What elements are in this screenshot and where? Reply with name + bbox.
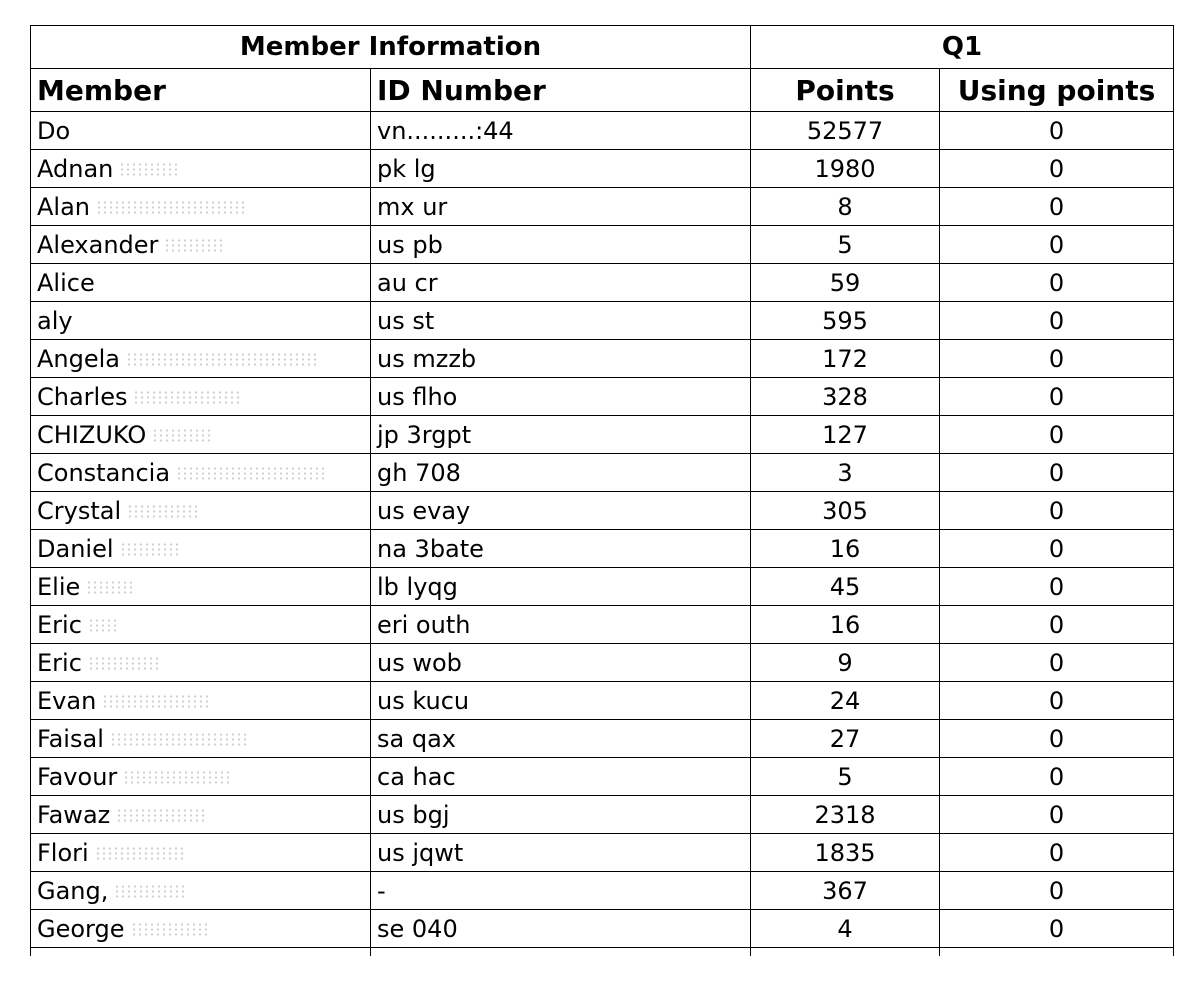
id-number-value: pk lg: [377, 154, 436, 183]
id-number-value: us pb: [377, 230, 443, 259]
table-row: [31, 340, 1174, 378]
table-row: [31, 264, 1174, 302]
member-name: Crystal: [37, 496, 122, 525]
id-number-value: se 040: [377, 914, 458, 943]
id-number-cell[interactable]: [371, 530, 751, 568]
using-points-cell[interactable]: 0: [940, 188, 1174, 226]
member-cell[interactable]: [31, 720, 371, 758]
table-row: [31, 454, 1174, 492]
redacted-name-mask: [152, 428, 212, 444]
points-cell[interactable]: 16: [751, 530, 940, 568]
points-cell[interactable]: 367: [751, 872, 940, 910]
table-row: [31, 644, 1174, 682]
member-name: Alice: [37, 268, 95, 297]
id-number-cell[interactable]: [371, 682, 751, 720]
id-number-value: us evay: [377, 496, 471, 525]
using-points-cell[interactable]: 0: [940, 834, 1174, 872]
spreadsheet: [30, 25, 1174, 956]
table-row: [31, 188, 1174, 226]
table-row-partial: [31, 948, 1174, 957]
points-cell[interactable]: 172: [751, 340, 940, 378]
points-cell[interactable]: 3: [751, 454, 940, 492]
id-number-cell[interactable]: [371, 910, 751, 948]
member-name: CHIZUKO: [37, 420, 147, 449]
id-number-cell[interactable]: [371, 834, 751, 872]
member-cell[interactable]: [31, 150, 371, 188]
member-cell[interactable]: [31, 302, 371, 340]
points-cell[interactable]: 1835: [751, 834, 940, 872]
using-points-cell[interactable]: 0: [940, 758, 1174, 796]
member-name: Gang,: [37, 876, 109, 905]
using-points-cell[interactable]: 0: [940, 720, 1174, 758]
member-cell[interactable]: [31, 872, 371, 910]
using-points-cell[interactable]: 0: [940, 264, 1174, 302]
using-points-cell[interactable]: 0: [940, 378, 1174, 416]
member-cell[interactable]: [31, 530, 371, 568]
using-points-cell[interactable]: 0: [940, 416, 1174, 454]
using-points-cell[interactable]: 0: [940, 644, 1174, 682]
table-row: [31, 910, 1174, 948]
id-number-value: lb lyqg: [377, 572, 458, 601]
member-cell[interactable]: [31, 188, 371, 226]
member-cell[interactable]: [31, 454, 371, 492]
points-cell[interactable]: 4: [751, 910, 940, 948]
member-name: Do: [37, 116, 71, 145]
member-cell[interactable]: [31, 568, 371, 606]
redacted-name-mask: [95, 846, 185, 862]
group-header-row: [31, 26, 1174, 69]
id-number-cell[interactable]: [371, 568, 751, 606]
member-name: Faisal: [37, 724, 104, 753]
id-number-cell[interactable]: [371, 302, 751, 340]
id-number-value: us kucu: [377, 686, 470, 715]
id-number-cell[interactable]: [371, 492, 751, 530]
redacted-name-mask: [120, 542, 180, 558]
member-cell[interactable]: [31, 492, 371, 530]
id-number-cell[interactable]: [371, 796, 751, 834]
id-number-cell[interactable]: [371, 340, 751, 378]
member-cell[interactable]: [31, 796, 371, 834]
table-row: [31, 378, 1174, 416]
table-row: [31, 416, 1174, 454]
member-name: Flori: [37, 838, 89, 867]
member-name: Charles: [37, 382, 128, 411]
table-row: [31, 492, 1174, 530]
using-points-cell[interactable]: 0: [940, 682, 1174, 720]
member-name: Elie: [37, 572, 81, 601]
q1-header[interactable]: [751, 26, 1174, 69]
member-cell[interactable]: [31, 910, 371, 948]
table-row: [31, 758, 1174, 796]
member-cell[interactable]: [31, 606, 371, 644]
member-cell[interactable]: [31, 340, 371, 378]
member-name: Fawaz: [37, 800, 111, 829]
member-name: Eric: [37, 610, 82, 639]
member-name: Daniel: [37, 534, 114, 563]
redacted-name-mask: [96, 200, 246, 216]
points-cell[interactable]: 16: [751, 606, 940, 644]
member-cell[interactable]: [31, 644, 371, 682]
table-row: [31, 796, 1174, 834]
points-cell[interactable]: 24: [751, 682, 940, 720]
id-number-value: us wob: [377, 648, 462, 677]
id-number-value: jp 3rgpt: [377, 420, 472, 449]
points-cell[interactable]: 8: [751, 188, 940, 226]
id-number-value: us st: [377, 306, 435, 335]
id-number-cell[interactable]: [371, 416, 751, 454]
points-cell[interactable]: 45: [751, 568, 940, 606]
member-cell[interactable]: [31, 264, 371, 302]
table-row: [31, 150, 1174, 188]
table-row: [31, 720, 1174, 758]
id-number-column-header[interactable]: ID Number: [371, 69, 751, 112]
id-number-cell[interactable]: [371, 150, 751, 188]
using-points-cell[interactable]: 0: [940, 568, 1174, 606]
using-points-column-header[interactable]: Using points: [940, 69, 1174, 112]
table-row: [31, 302, 1174, 340]
member-cell[interactable]: [31, 682, 371, 720]
points-cell[interactable]: 2318: [751, 796, 940, 834]
table-body: [31, 112, 1174, 957]
id-number-value: -: [377, 876, 386, 905]
table-row: [31, 834, 1174, 872]
points-cell[interactable]: 1980: [751, 150, 940, 188]
member-name: Favour: [37, 762, 118, 791]
member-name: Adnan: [37, 154, 114, 183]
id-number-value: sa qax: [377, 724, 456, 753]
id-number-value: us bgj: [377, 800, 450, 829]
redacted-name-mask: [116, 808, 206, 824]
id-number-value: us mzzb: [377, 344, 477, 373]
id-number-cell[interactable]: [371, 720, 751, 758]
member-cell[interactable]: [31, 834, 371, 872]
points-cell[interactable]: 328: [751, 378, 940, 416]
id-number-value: eri outh: [377, 610, 471, 639]
points-cell[interactable]: 5: [751, 226, 940, 264]
points-cell[interactable]: 27: [751, 720, 940, 758]
redacted-name-mask: [88, 656, 158, 672]
redacted-name-mask: [126, 352, 316, 368]
using-points-cell[interactable]: 0: [940, 796, 1174, 834]
redacted-name-mask: [119, 162, 179, 178]
table-row: [31, 872, 1174, 910]
points-cell[interactable]: 9: [751, 644, 940, 682]
member-name: Alexander: [37, 230, 159, 259]
member-name: George: [37, 914, 125, 943]
using-points-cell[interactable]: 0: [940, 112, 1174, 150]
id-number-cell[interactable]: [371, 454, 751, 492]
id-number-cell[interactable]: [371, 378, 751, 416]
points-cell[interactable]: 5: [751, 758, 940, 796]
using-points-cell[interactable]: 0: [940, 872, 1174, 910]
id-number-value: ca hac: [377, 762, 456, 791]
empty-cell[interactable]: [940, 948, 1174, 957]
member-cell[interactable]: [31, 416, 371, 454]
redacted-name-mask: [123, 770, 233, 786]
redacted-name-mask: [88, 618, 118, 634]
member-name: aly: [37, 306, 73, 335]
member-cell[interactable]: [31, 112, 371, 150]
points-cell[interactable]: 595: [751, 302, 940, 340]
points-cell[interactable]: 52577: [751, 112, 940, 150]
using-points-cell[interactable]: 0: [940, 606, 1174, 644]
id-number-cell[interactable]: [371, 606, 751, 644]
column-header-row: [31, 69, 1174, 112]
id-number-cell[interactable]: [371, 264, 751, 302]
empty-cell[interactable]: [31, 948, 371, 957]
id-number-cell[interactable]: [371, 644, 751, 682]
using-points-cell[interactable]: 0: [940, 492, 1174, 530]
id-number-cell[interactable]: [371, 758, 751, 796]
table-row: [31, 568, 1174, 606]
id-number-cell[interactable]: [371, 112, 751, 150]
using-points-cell[interactable]: 0: [940, 302, 1174, 340]
redacted-name-mask: [176, 466, 326, 482]
table-row: [31, 530, 1174, 568]
table-row: [31, 682, 1174, 720]
id-number-value: us flho: [377, 382, 458, 411]
points-cell[interactable]: 305: [751, 492, 940, 530]
id-number-value: mx ur: [377, 192, 448, 221]
table-row: [31, 112, 1174, 150]
id-number-cell[interactable]: [371, 226, 751, 264]
points-column-header[interactable]: Points: [751, 69, 940, 112]
id-number-cell[interactable]: [371, 188, 751, 226]
member-name: Alan: [37, 192, 91, 221]
id-number-value: gh 708: [377, 458, 461, 487]
redacted-name-mask: [110, 732, 250, 748]
redacted-name-mask: [127, 504, 197, 520]
table-row: [31, 606, 1174, 644]
member-points-table: [30, 25, 1174, 956]
member-name: Eric: [37, 648, 82, 677]
id-number-value: vn.........:44: [377, 116, 514, 145]
id-number-value: au cr: [377, 268, 438, 297]
table-row: [31, 226, 1174, 264]
member-information-header[interactable]: Member Information: [31, 26, 751, 69]
member-name: Constancia: [37, 458, 171, 487]
member-cell[interactable]: [31, 378, 371, 416]
using-points-cell[interactable]: 0: [940, 226, 1174, 264]
member-column-header[interactable]: Member: [31, 69, 371, 112]
id-number-value: na 3bate: [377, 534, 484, 563]
id-number-cell[interactable]: [371, 872, 751, 910]
id-number-value: us jqwt: [377, 838, 464, 867]
redacted-name-mask: [133, 390, 243, 406]
redacted-name-mask: [164, 238, 224, 254]
using-points-cell[interactable]: 0: [940, 454, 1174, 492]
member-cell[interactable]: [31, 226, 371, 264]
using-points-cell[interactable]: 0: [940, 340, 1174, 378]
redacted-name-mask: [114, 884, 184, 900]
points-cell[interactable]: 127: [751, 416, 940, 454]
redacted-name-mask: [86, 580, 136, 596]
points-cell[interactable]: 59: [751, 264, 940, 302]
member-cell[interactable]: [31, 758, 371, 796]
using-points-cell[interactable]: 0: [940, 910, 1174, 948]
member-name: Evan: [37, 686, 97, 715]
q1-header-label: Q1: [941, 32, 983, 62]
using-points-cell[interactable]: 0: [940, 530, 1174, 568]
empty-cell[interactable]: [751, 948, 940, 957]
redacted-name-mask: [102, 694, 212, 710]
empty-cell[interactable]: [371, 948, 751, 957]
using-points-cell[interactable]: 0: [940, 150, 1174, 188]
redacted-name-mask: [131, 922, 211, 938]
member-name: Angela: [37, 344, 121, 373]
